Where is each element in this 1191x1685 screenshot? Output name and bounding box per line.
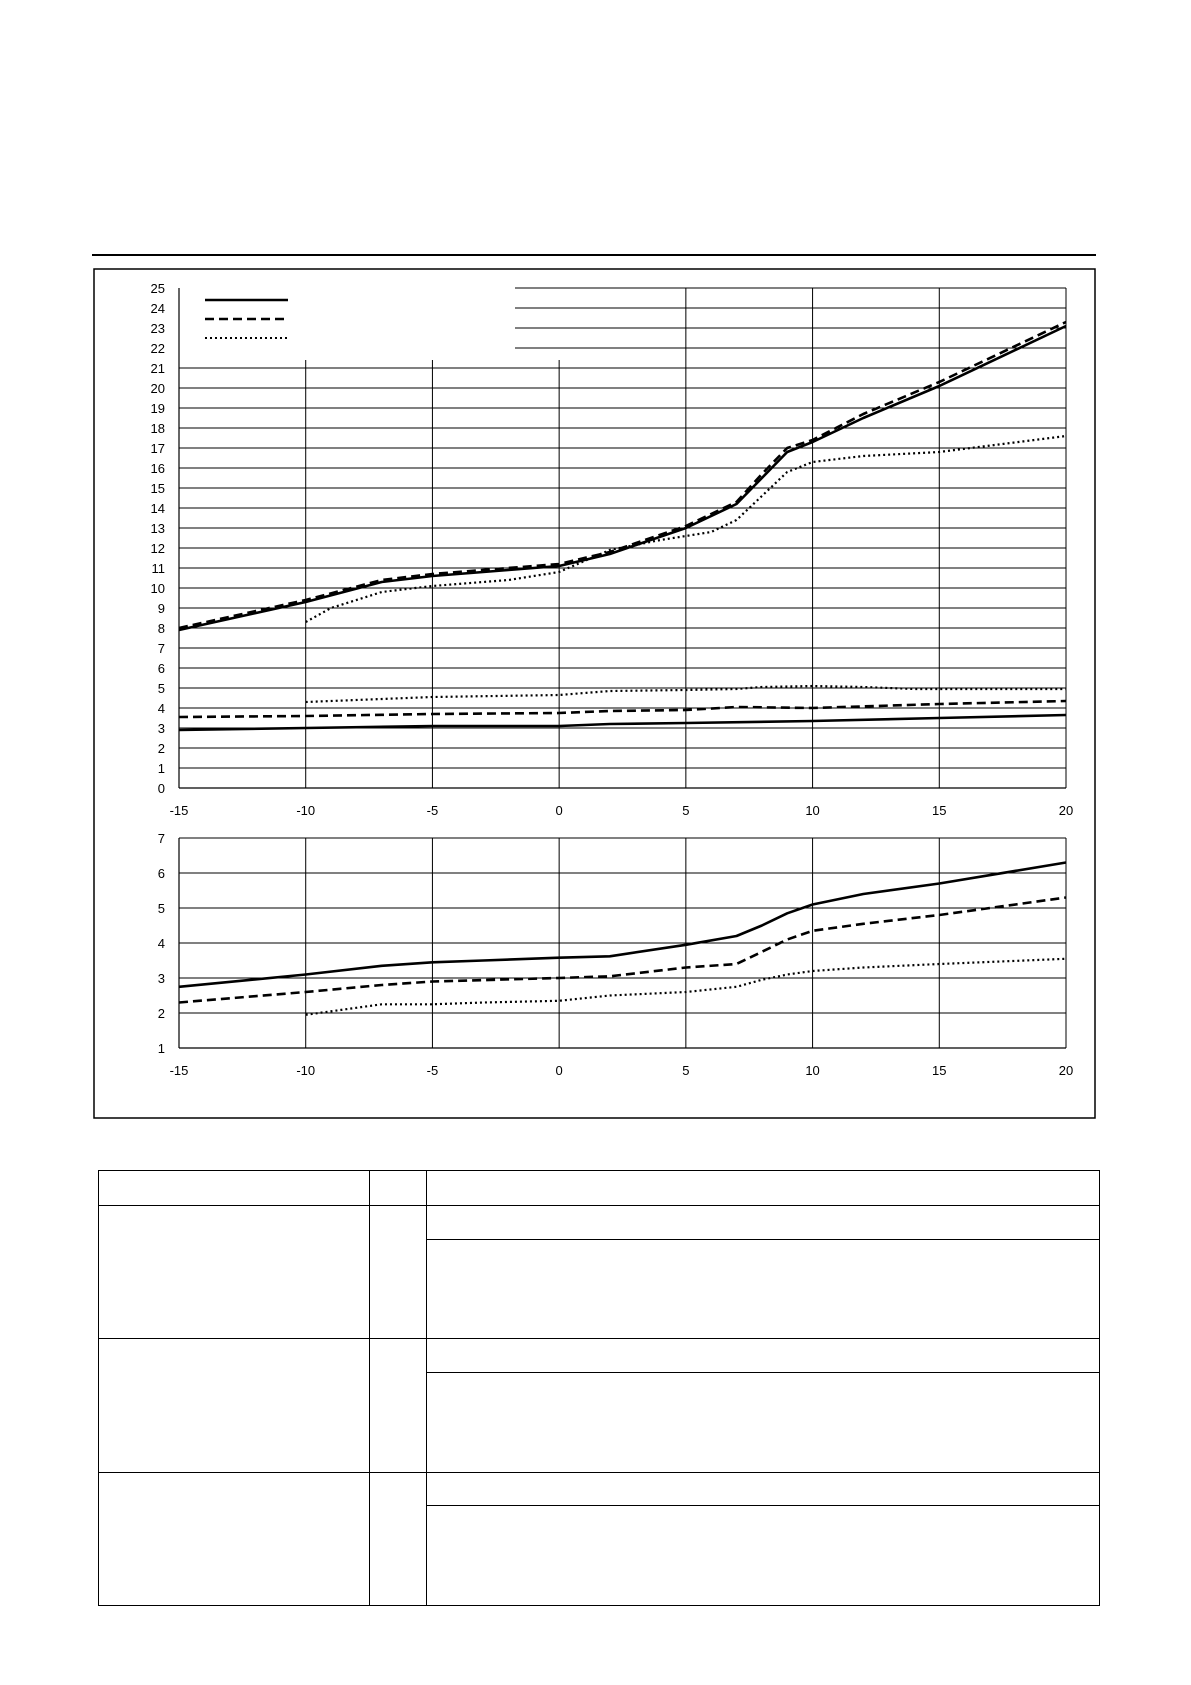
y-tick-label: 20 [150,381,165,396]
y-tick-label: 24 [150,301,165,316]
y-tick-label: 12 [150,541,165,556]
y-tick-label: 14 [150,501,165,516]
table-cell [370,1171,427,1206]
y-tick-label: 13 [150,521,165,536]
table-cell [370,1472,427,1605]
table-cell [427,1373,1100,1473]
figure-border [94,269,1095,1118]
x-tick-label: -15 [169,803,189,818]
legend-background [196,292,510,358]
x-tick-label: -5 [426,1063,439,1078]
x-tick-label: 10 [805,803,820,818]
y-tick-label: 0 [157,781,165,796]
y-tick-label: 2 [157,1006,165,1021]
y-tick-label: 23 [150,321,165,336]
y-tick-label: 9 [157,601,165,616]
table-row [99,1205,1100,1239]
x-tick-label: 0 [555,803,563,818]
y-tick-label: 21 [150,361,165,376]
y-tick-label: 5 [157,901,165,916]
x-tick-label: 0 [555,1063,563,1078]
x-tick-label: 5 [682,803,690,818]
table-cell [99,1472,370,1605]
y-tick-label: 16 [150,461,165,476]
y-tick-label: 22 [150,341,165,356]
x-tick-label: 5 [682,1063,690,1078]
x-tick-label: 20 [1058,1063,1074,1078]
y-tick-label: 7 [157,641,165,656]
upper-chart [151,281,1074,818]
table-cell [427,1506,1100,1606]
table-row [99,1472,1100,1506]
table-cell [427,1239,1100,1339]
legend [196,292,510,358]
y-tick-label: 1 [157,761,165,776]
table-header-row [99,1171,1100,1206]
table-cell [99,1339,370,1472]
y-tick-label: 5 [157,681,165,696]
table-row [99,1339,1100,1373]
x-tick-label: 20 [1058,803,1074,818]
table-cell [427,1171,1100,1206]
y-tick-label: 11 [151,561,165,576]
y-tick-label: 18 [150,421,165,436]
y-tick-label: 25 [150,281,165,296]
table-cell [99,1171,370,1206]
table-cell [370,1205,427,1338]
table-cell [427,1339,1100,1373]
y-tick-label: 8 [157,621,165,636]
y-tick-label: 6 [157,866,165,881]
y-tick-label: 17 [150,441,165,456]
x-tick-label: -10 [296,803,316,818]
x-tick-label: -5 [426,803,439,818]
table-cell [427,1205,1100,1239]
table-cell [99,1205,370,1338]
table-cell [370,1339,427,1472]
y-tick-label: 3 [157,971,165,986]
x-tick-label: 10 [805,1063,820,1078]
y-tick-label: 4 [157,936,165,951]
y-tick-label: 19 [150,401,165,416]
series-line-solid-0 [179,863,1066,987]
x-tick-label: 15 [932,1063,947,1078]
y-tick-label: 10 [150,581,165,596]
y-tick-label: 15 [150,481,165,496]
info-table [98,1170,1100,1606]
y-tick-label: 1 [157,1041,165,1056]
x-tick-label: -10 [296,1063,316,1078]
series-line-dashed-4 [179,701,1066,717]
y-tick-label: 2 [157,741,165,756]
table-cell [427,1472,1100,1506]
y-tick-label: 7 [157,831,165,846]
x-tick-label: 15 [932,803,947,818]
y-tick-label: 6 [157,661,165,676]
y-tick-label: 4 [157,701,165,716]
series-line-dashed-1 [179,898,1066,1003]
lower-chart [158,831,1073,1078]
series-line-solid-0 [179,326,1066,630]
x-tick-label: -15 [169,1063,189,1078]
y-tick-label: 3 [157,721,165,736]
